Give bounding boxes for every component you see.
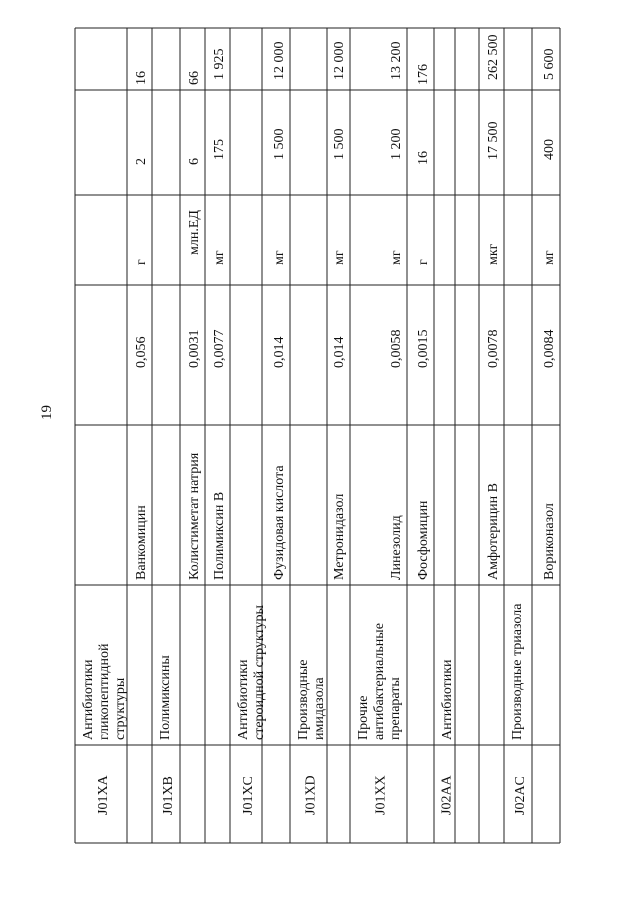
- row-drug: Полимиксин В: [212, 491, 227, 580]
- row-group-line: Полимиксины: [158, 655, 173, 740]
- row-unit: мкг: [486, 243, 501, 265]
- row-unit: мг: [332, 250, 347, 265]
- row-amount: 176: [416, 64, 431, 85]
- row-form: 400: [542, 139, 557, 160]
- row-ddd: 0,056: [134, 336, 149, 368]
- row-drug: Колистиметат натрия: [187, 452, 202, 580]
- row-ddd: 0,0015: [416, 329, 431, 368]
- row-unit: мг: [212, 250, 227, 265]
- row-group-line: Антибиотики: [440, 659, 455, 740]
- row-unit: млн.ЕД: [187, 210, 202, 255]
- row-ddd: 0,014: [272, 336, 287, 368]
- row-group-line: антибактериальные: [372, 623, 387, 740]
- row-group-line: Прочие: [356, 695, 371, 740]
- row-amount: 262 500: [486, 34, 501, 80]
- row-group-line: имидазола: [312, 677, 327, 740]
- row-group-line: Производные: [296, 659, 311, 740]
- row-group-line: Производные триазола: [510, 603, 525, 740]
- row-amount: 1 925: [212, 48, 227, 80]
- row-group-line: структуры: [113, 677, 128, 740]
- row-drug: Вориконазол: [542, 503, 557, 580]
- row-ddd: 0,0031: [187, 329, 202, 368]
- row-group-line: Антибиотики: [236, 659, 251, 740]
- row-amount: 16: [134, 71, 149, 85]
- row-drug: Линезолид: [389, 515, 404, 580]
- row-unit: мг: [272, 250, 287, 265]
- row-drug: Фузидовая кислота: [272, 465, 287, 580]
- row-ddd: 0,014: [332, 336, 347, 368]
- row-unit: г: [134, 259, 149, 265]
- row-form: 6: [187, 158, 202, 165]
- row-amount: 13 200: [389, 41, 404, 80]
- row-drug: Ванкомицин: [134, 505, 149, 580]
- row-code: J02AA: [439, 775, 455, 815]
- row-code: J02AC: [513, 776, 528, 815]
- row-drug: Фосфомицин: [416, 500, 431, 580]
- row-group-line: гликопептидной: [97, 643, 112, 740]
- row-code: J01XA: [96, 775, 111, 815]
- row-group-line: стероидной структуры: [252, 605, 267, 740]
- row-ddd: 0,0084: [542, 329, 557, 368]
- row-drug: Амфотерицин В: [486, 483, 501, 580]
- row-form: 2: [134, 158, 149, 165]
- row-form: 17 500: [486, 121, 501, 160]
- row-unit: мг: [542, 250, 557, 265]
- row-form: 1 200: [389, 128, 404, 160]
- row-form: 1 500: [332, 128, 347, 160]
- row-code: J01XX: [373, 775, 389, 815]
- row-form: 175: [212, 139, 227, 160]
- row-amount: 66: [187, 71, 202, 85]
- row-amount: 12 000: [272, 41, 287, 80]
- row-drug: Метронидазол: [332, 493, 347, 580]
- row-form: 1 500: [272, 128, 287, 160]
- row-ddd: 0,0077: [212, 329, 227, 368]
- row-ddd: 0,0078: [486, 329, 501, 368]
- row-amount: 5 600: [542, 48, 557, 80]
- row-amount: 12 000: [332, 41, 347, 80]
- row-ddd: 0,0058: [389, 329, 404, 368]
- row-unit: г: [416, 259, 431, 265]
- row-form: 16: [416, 151, 431, 165]
- row-code: J01XB: [161, 776, 176, 815]
- row-unit: мг: [389, 250, 404, 265]
- page-number: 19: [39, 405, 55, 420]
- row-code: J01XD: [303, 775, 319, 815]
- row-group-line: Антибиотики: [81, 659, 96, 740]
- row-code: J01XC: [241, 776, 256, 815]
- row-group-line: препараты: [388, 677, 403, 740]
